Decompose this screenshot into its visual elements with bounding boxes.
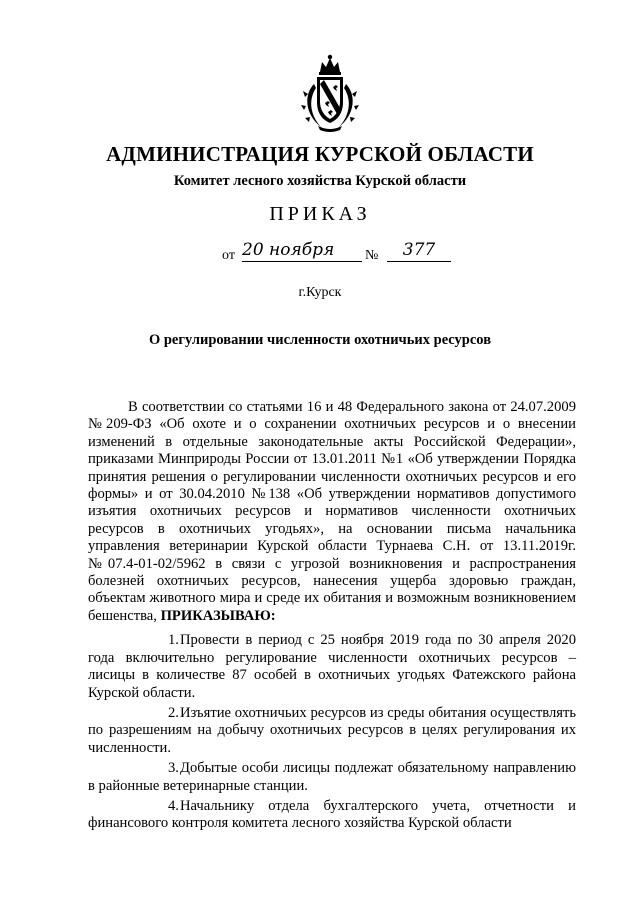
order-item <box>88 705 576 757</box>
coat-of-arms-emblem <box>300 54 360 132</box>
item-text: Начальнику отдела бухгалтерского учета, отчетности и финансового контроля комитета лесного хозяйства Курской области <box>88 797 576 832</box>
handwritten-number: 377 <box>387 240 451 262</box>
order-item <box>88 760 576 795</box>
number-prefix: № <box>365 248 379 263</box>
committee-name: Комитет лесного хозяйства Курской области <box>173 173 467 189</box>
order-subject: О регулировании численности охотничьих ресурсов <box>148 332 492 348</box>
item-text: Изъятие охотничьих ресурсов из среды обитания осуществлять по разрешениям на добычу охотничьих ресурсов в целях регулирования их численности. <box>88 704 576 756</box>
city: г.Курск <box>298 285 342 300</box>
preamble-text: В соответствии со статьями 16 и 48 Федерального закона от 24.07.2009 №209-ФЗ «Об охоте и о сохранении охотничьих ресурсов и о внесении изменений в отдельные законодательные акты Российской Федерации», приказами Минприроды России от 13.01.2011 №1 «Об утверждении Порядка принятия решения о регулировании численности охотничьих ресурсов и его формы» и от 30.04.2010 №138 «Об утверждении нормативов допустимого изъятия охотничьих ресурсов и нормативов численности охотничьих ресурсов в охотничьих угодьях», на основании письма начальника управления ветеринарии Курской области Турнаева С.Н. от 13.11.2019г. №07.4-01-02/5962 в связи с угрозой возникновения и распространения болезней охотничьих ресурсов, нанесения ущерба здоровью граждан, объектам животного мира и среде их обитания и возможным возникновением бешенства, <box>88 399 576 624</box>
handwritten-date: 20 ноября <box>242 240 362 262</box>
date-prefix: от <box>222 248 235 263</box>
item-text: Провести в период с 25 ноября 2019 года по 30 апреля 2020 года включительно регулирование численности охотничьих ресурсов – лисицы в количестве 87 особей в охотничьих угодьях Фатежского района Курской области. <box>88 632 576 701</box>
order-item <box>88 632 576 702</box>
preamble-paragraph <box>88 399 576 625</box>
item-text: Добытые особи лисицы подлежат обязательному направлению в районные ветеринарные станции. <box>88 760 576 794</box>
document-type: ПРИКАЗ <box>269 203 371 225</box>
decree-word: ПРИКАЗЫВАЮ: <box>160 607 276 624</box>
item-number: 1. <box>168 632 179 649</box>
item-number: 2. <box>168 704 179 721</box>
date-number-line <box>222 240 452 266</box>
order-item <box>88 798 576 833</box>
organization-title: АДМИНИСТРАЦИЯ КУРСКОЙ ОБЛАСТИ <box>106 142 534 166</box>
item-number: 3. <box>168 760 179 777</box>
item-number: 4. <box>168 797 179 814</box>
order-body <box>88 399 576 836</box>
